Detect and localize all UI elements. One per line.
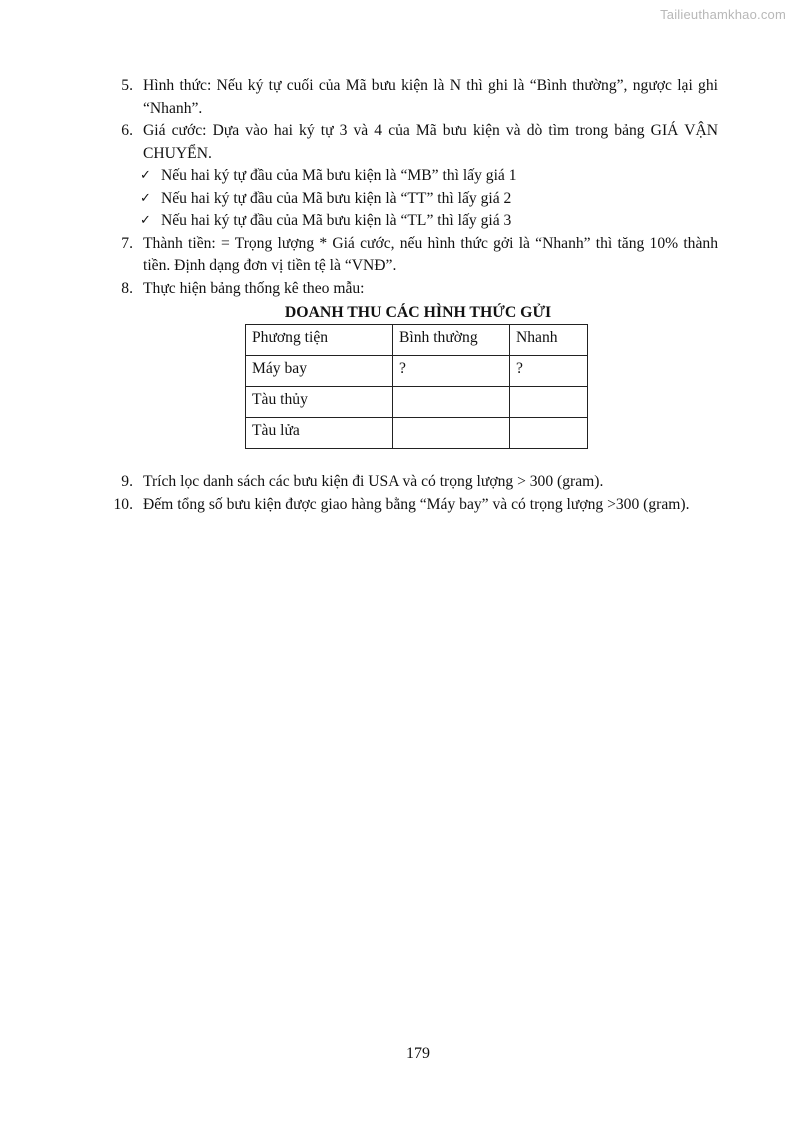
item-number: 10. (113, 495, 133, 513)
table-cell (510, 418, 588, 449)
item-number: 8. (121, 279, 133, 297)
table-header-cell: Phương tiện (246, 325, 393, 356)
table-cell: ? (510, 356, 588, 387)
list-item (0, 120, 718, 165)
table-cell (510, 387, 588, 418)
watermark: Tailieuthamkhao.com (660, 7, 786, 22)
item-text: Trích lọc danh sách các bưu kiện đi USA và có trọng lượng > 300 (gram). (143, 473, 604, 490)
table-cell (393, 418, 510, 449)
item-number: 6. (121, 122, 133, 139)
table-cell: Tàu lửa (246, 418, 393, 449)
sub-list-item (0, 188, 794, 211)
sub-list-item (0, 165, 794, 188)
item-number: 7. (121, 234, 133, 252)
table-header-cell: Bình thường (393, 325, 510, 356)
table-cell: Tàu thủy (246, 387, 393, 418)
list-item (0, 233, 718, 278)
list-item (0, 75, 718, 120)
checkmark-icon: ✓ (140, 168, 151, 183)
list-item (0, 494, 718, 517)
revenue-table (245, 324, 588, 449)
table-title: DOANH THU CÁC HÌNH THỨC GỬI (284, 304, 552, 321)
item-number: 9. (121, 473, 133, 490)
table-cell: ? (393, 356, 510, 387)
table-cell (393, 387, 510, 418)
checkmark-icon: ✓ (140, 190, 151, 206)
item-text: Giá cước: Dựa vào hai ký tự 3 và 4 của Mã bưu kiện và dò tìm trong bảng GIÁ VẬN CHUYỂN. (143, 122, 718, 162)
checkmark-icon: ✓ (140, 213, 151, 228)
table-header-cell: Nhanh (510, 325, 588, 356)
list-item (0, 471, 718, 494)
item-number: 5. (121, 77, 133, 94)
document-body (0, 75, 794, 516)
page-number: 179 (406, 1045, 430, 1062)
sub-item-text: Nếu hai ký tự đầu của Mã bưu kiện là “TT” thì lấy giá 2 (161, 189, 512, 207)
item-text: Thành tiền: = Trọng lượng * Giá cước, nếu hình thức gởi là “Nhanh” thì tăng 10% thành tiền. Định dạng đơn vị tiền tệ là “VNĐ”. (143, 234, 718, 274)
item-text: Hình thức: Nếu ký tự cuối của Mã bưu kiện là N thì ghi là “Bình thường”, ngược lại ghi “Nhanh”. (143, 77, 718, 117)
sub-item-text: Nếu hai ký tự đầu của Mã bưu kiện là “TL” thì lấy giá 3 (161, 212, 512, 229)
item-text: Thực hiện bảng thống kê theo mẫu: (143, 279, 365, 297)
table-row (246, 356, 588, 387)
table-cell: Máy bay (246, 356, 393, 387)
table-row (246, 418, 588, 449)
table-row (246, 387, 588, 418)
sub-list-item (0, 210, 794, 233)
sub-item-text: Nếu hai ký tự đầu của Mã bưu kiện là “MB” thì lấy giá 1 (161, 167, 517, 184)
list-item (0, 278, 718, 301)
item-text: Đếm tổng số bưu kiện được giao hàng bằng “Máy bay” và có trọng lượng >300 (gram). (143, 495, 690, 513)
table-header-row (246, 325, 588, 356)
